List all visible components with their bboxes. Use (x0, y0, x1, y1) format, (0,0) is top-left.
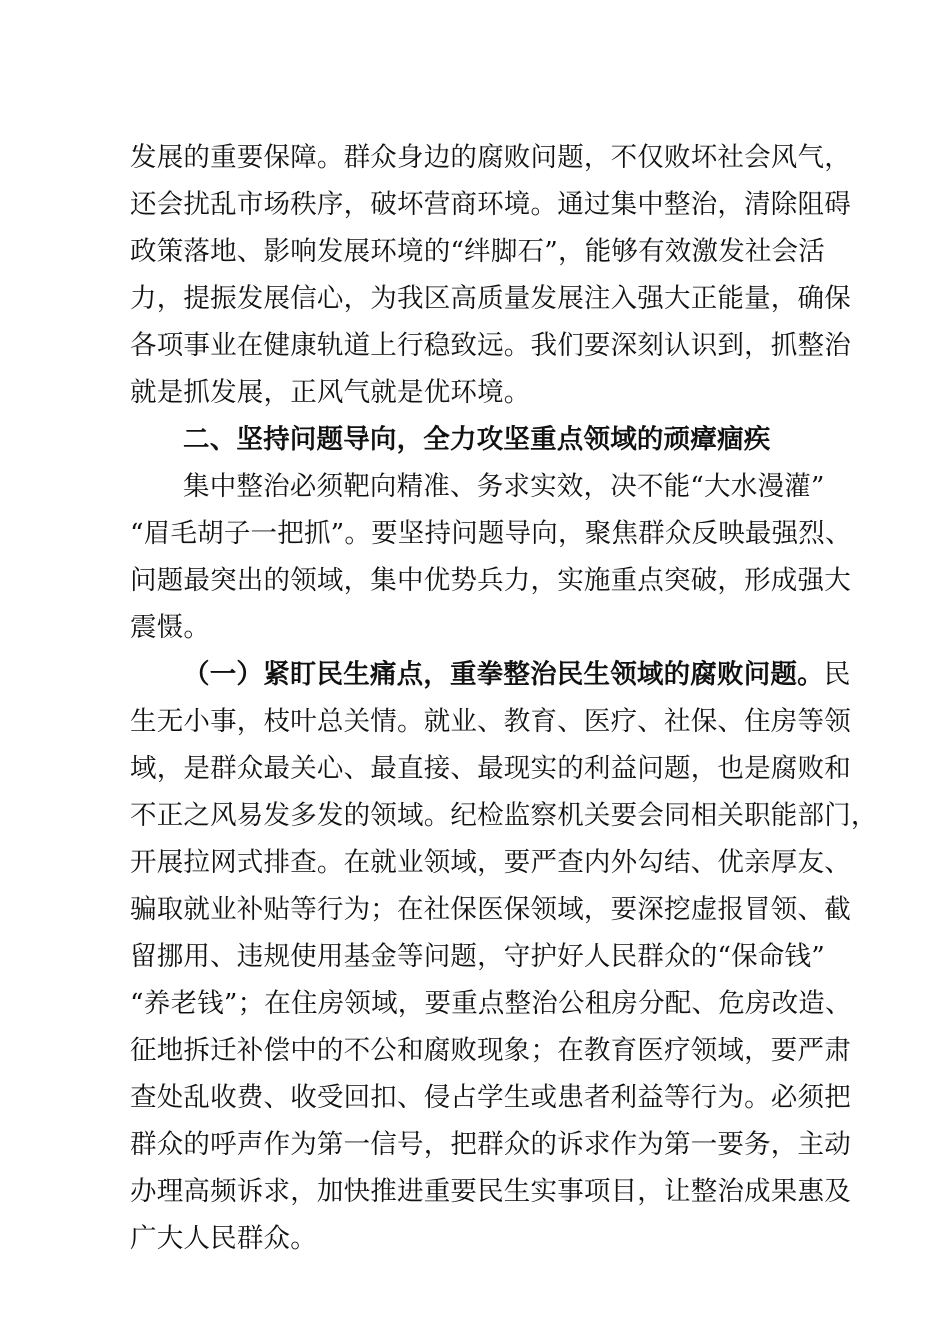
text-line: 力，提振发展信心，为我区高质量发展注入强大正能量，确保 (130, 283, 851, 314)
text-line: 还会扰乱市场秩序，破坏营商环境。通过集中整治，清除阻碍 (130, 189, 851, 220)
text-line: 征地拆迁补偿中的不公和腐败现象；在教育医疗领域，要严肃 (130, 1035, 851, 1066)
text-line (130, 651, 851, 698)
text-line: 发展的重要保障。群众身边的腐败问题，不仅败坏社会风气， (130, 142, 851, 173)
paragraph-3 (130, 651, 878, 1262)
text-run: 民 (823, 659, 851, 690)
text-line: 骗取就业补贴等行为；在社保医保领域，要深挖虚报冒领、截 (130, 894, 851, 925)
section-heading-2: 二、坚持问题导向，全力攻坚重点领域的顽瘴痼疾 (183, 424, 771, 455)
text-line: 生无小事，枝叶总关情。就业、教育、医疗、社保、住房等领 (130, 706, 851, 737)
text-line: “眉毛胡子一把抓”。要坚持问题导向，聚焦群众反映最强烈、 (130, 518, 852, 549)
text-line: 域，是群众最关心、最直接、最现实的利益问题，也是腐败和 (130, 753, 851, 784)
text-line: 广大人民群众。 (130, 1223, 317, 1254)
text-line: 查处乱收费、收受回扣、侵占学生或患者利益等行为。必须把 (130, 1082, 851, 1113)
text-line: “养老钱”；在住房领域，要重点整治公租房分配、危房改造、 (130, 988, 852, 1019)
text-line: 群众的呼声作为第一信号，把群众的诉求作为第一要务，主动 (130, 1129, 851, 1160)
text-line: 就是抓发展，正风气就是优环境。 (130, 377, 531, 408)
text-line: 集中整治必须靶向精准、务求实效，决不能“大水漫灌” (183, 471, 825, 502)
subheading-1: （一）紧盯民生痛点，重拳整治民生领域的腐败问题。 (183, 659, 824, 690)
text-line: 不正之风易发多发的领域。纪检监察机关要会同相关职能部门， (130, 800, 878, 831)
text-line: 留挪用、违规使用基金等问题，守护好人民群众的“保命钱” (130, 941, 825, 972)
text-line: 开展拉网式排查。在就业领域，要严查内外勾结、优亲厚友、 (130, 847, 851, 878)
text-line: 各项事业在健康轨道上行稳致远。我们要深刻认识到，抓整治 (130, 330, 851, 361)
document-body (130, 134, 878, 1262)
paragraph-1 (130, 134, 851, 416)
text-line: 政策落地、影响发展环境的“绊脚石”，能够有效激发社会活 (130, 236, 825, 267)
text-line: 震慑。 (130, 612, 211, 643)
paragraph-2 (130, 463, 852, 651)
text-line: 办理高频诉求，加快推进重要民生实事项目，让整治成果惠及 (130, 1176, 851, 1207)
text-line: 问题最突出的领域，集中优势兵力，实施重点突破，形成强大 (130, 565, 851, 596)
